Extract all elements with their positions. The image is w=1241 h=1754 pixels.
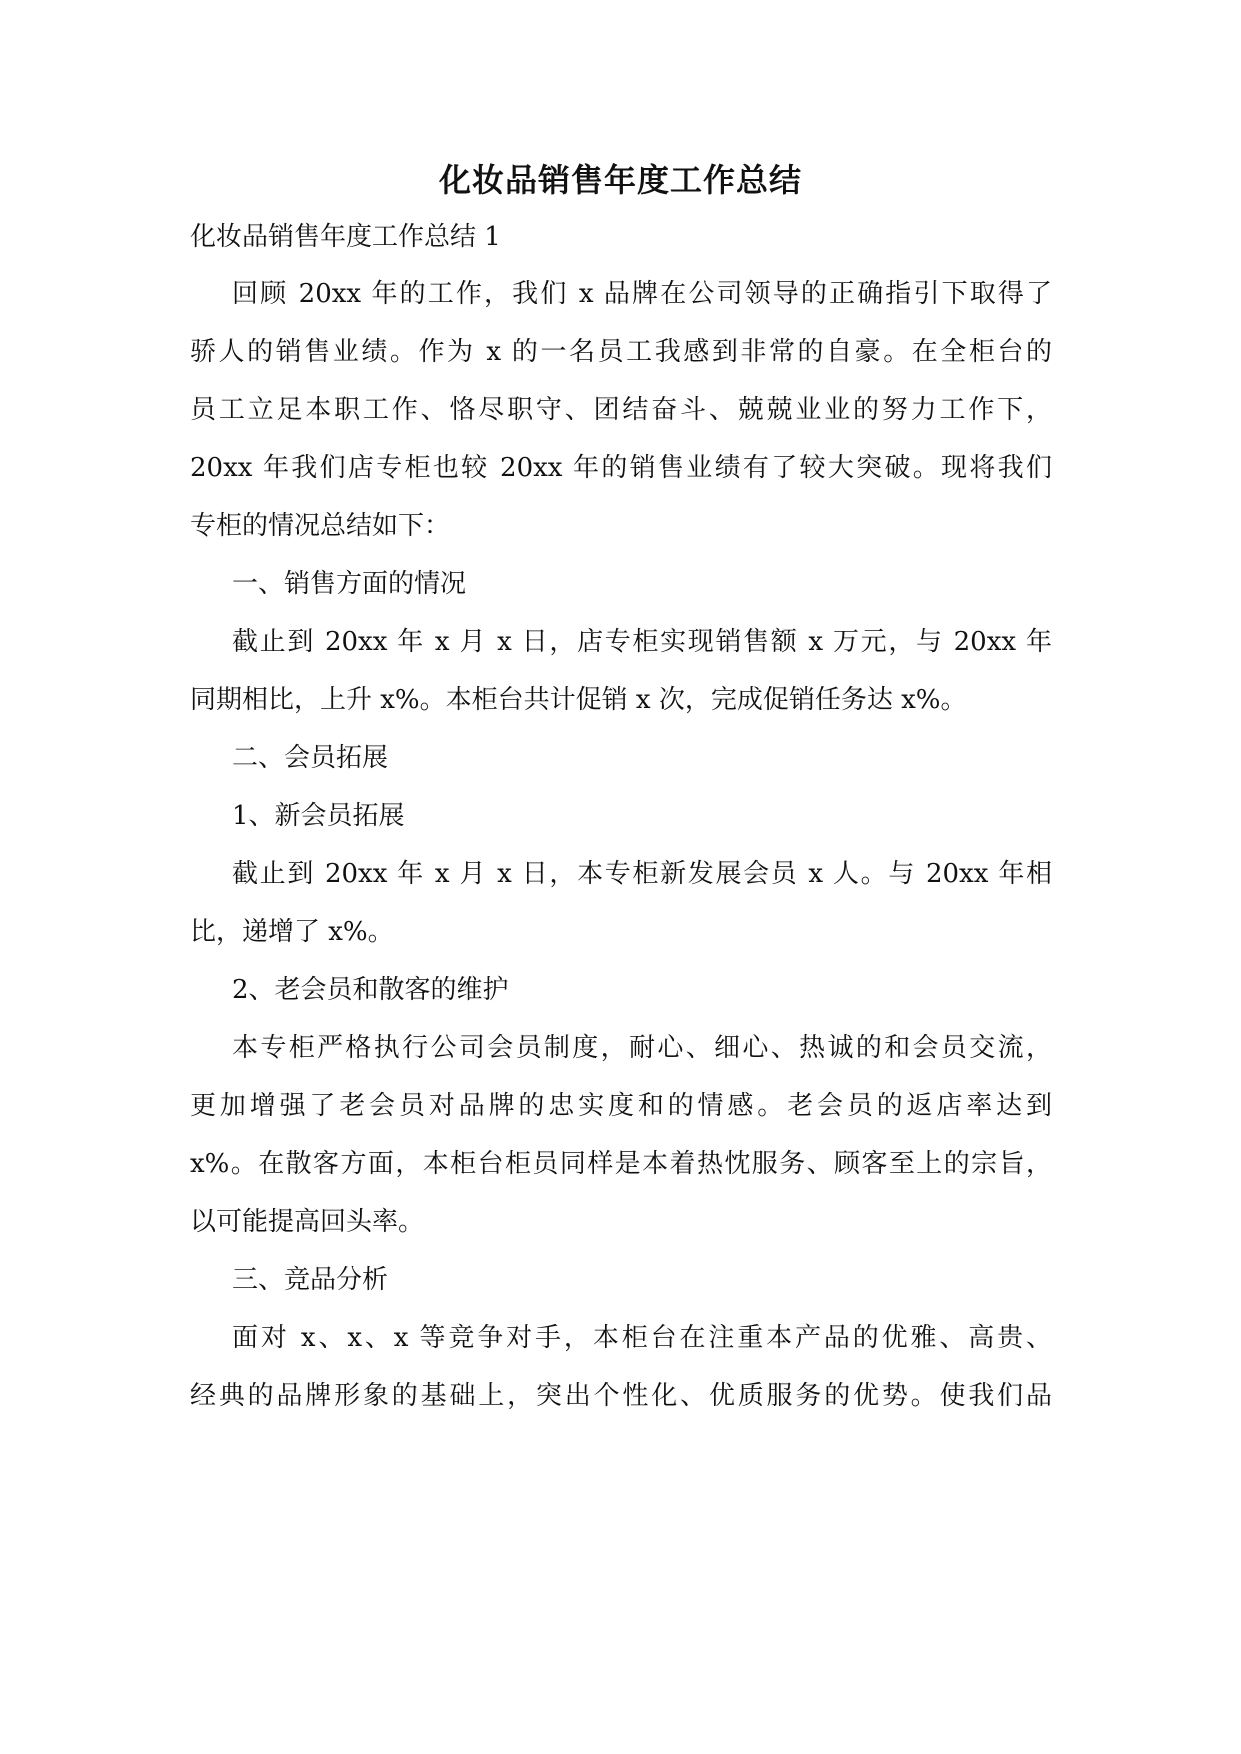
paragraph-line: 截止到 20xx 年 x 月 x 日，店专柜实现销售额 x 万元，与 20xx 年 [232, 627, 1052, 657]
document-subtitle: 化妆品销售年度工作总结 1 [190, 222, 501, 252]
subsection-heading: 1、新会员拓展 [232, 801, 405, 831]
paragraph-line: 以可能提高回头率。 [190, 1207, 425, 1237]
paragraph-line: 员工立足本职工作、恪尽职守、团结奋斗、兢兢业业的努力工作下， [190, 395, 1052, 425]
paragraph-line: x%。在散客方面，本柜台柜员同样是本着热忱服务、顾客至上的宗旨， [190, 1149, 1052, 1179]
section-heading: 一、销售方面的情况 [232, 569, 467, 599]
paragraph-line: 回顾 20xx 年的工作，我们 x 品牌在公司领导的正确指引下取得了 [232, 279, 1052, 309]
paragraph-line: 20xx 年我们店专柜也较 20xx 年的销售业绩有了较大突破。现将我们 [190, 453, 1052, 483]
paragraph-line: 本专柜严格执行公司会员制度，耐心、细心、热诚的和会员交流， [232, 1033, 1052, 1063]
paragraph-line: 专柜的情况总结如下： [190, 511, 451, 541]
paragraph-line: 截止到 20xx 年 x 月 x 日，本专柜新发展会员 x 人。与 20xx 年相 [232, 859, 1052, 889]
paragraph-line: 比，递增了 x%。 [190, 917, 394, 947]
paragraph-line: 同期相比，上升 x%。本柜台共计促销 x 次，完成促销任务达 x%。 [190, 685, 967, 715]
section-heading: 二、会员拓展 [232, 743, 389, 773]
document-title: 化妆品销售年度工作总结 [438, 161, 802, 199]
subsection-heading: 2、老会员和散客的维护 [232, 975, 509, 1005]
paragraph-line: 更加增强了老会员对品牌的忠实度和的情感。老会员的返店率达到 [190, 1091, 1052, 1121]
paragraph-line: 经典的品牌形象的基础上，突出个性化、优质服务的优势。使我们品 [190, 1381, 1052, 1411]
section-heading: 三、竞品分析 [232, 1265, 389, 1295]
paragraph-line: 骄人的销售业绩。作为 x 的一名员工我感到非常的自豪。在全柜台的 [190, 337, 1052, 367]
paragraph-line: 面对 x、x、x 等竞争对手，本柜台在注重本产品的优雅、高贵、 [232, 1323, 1052, 1353]
